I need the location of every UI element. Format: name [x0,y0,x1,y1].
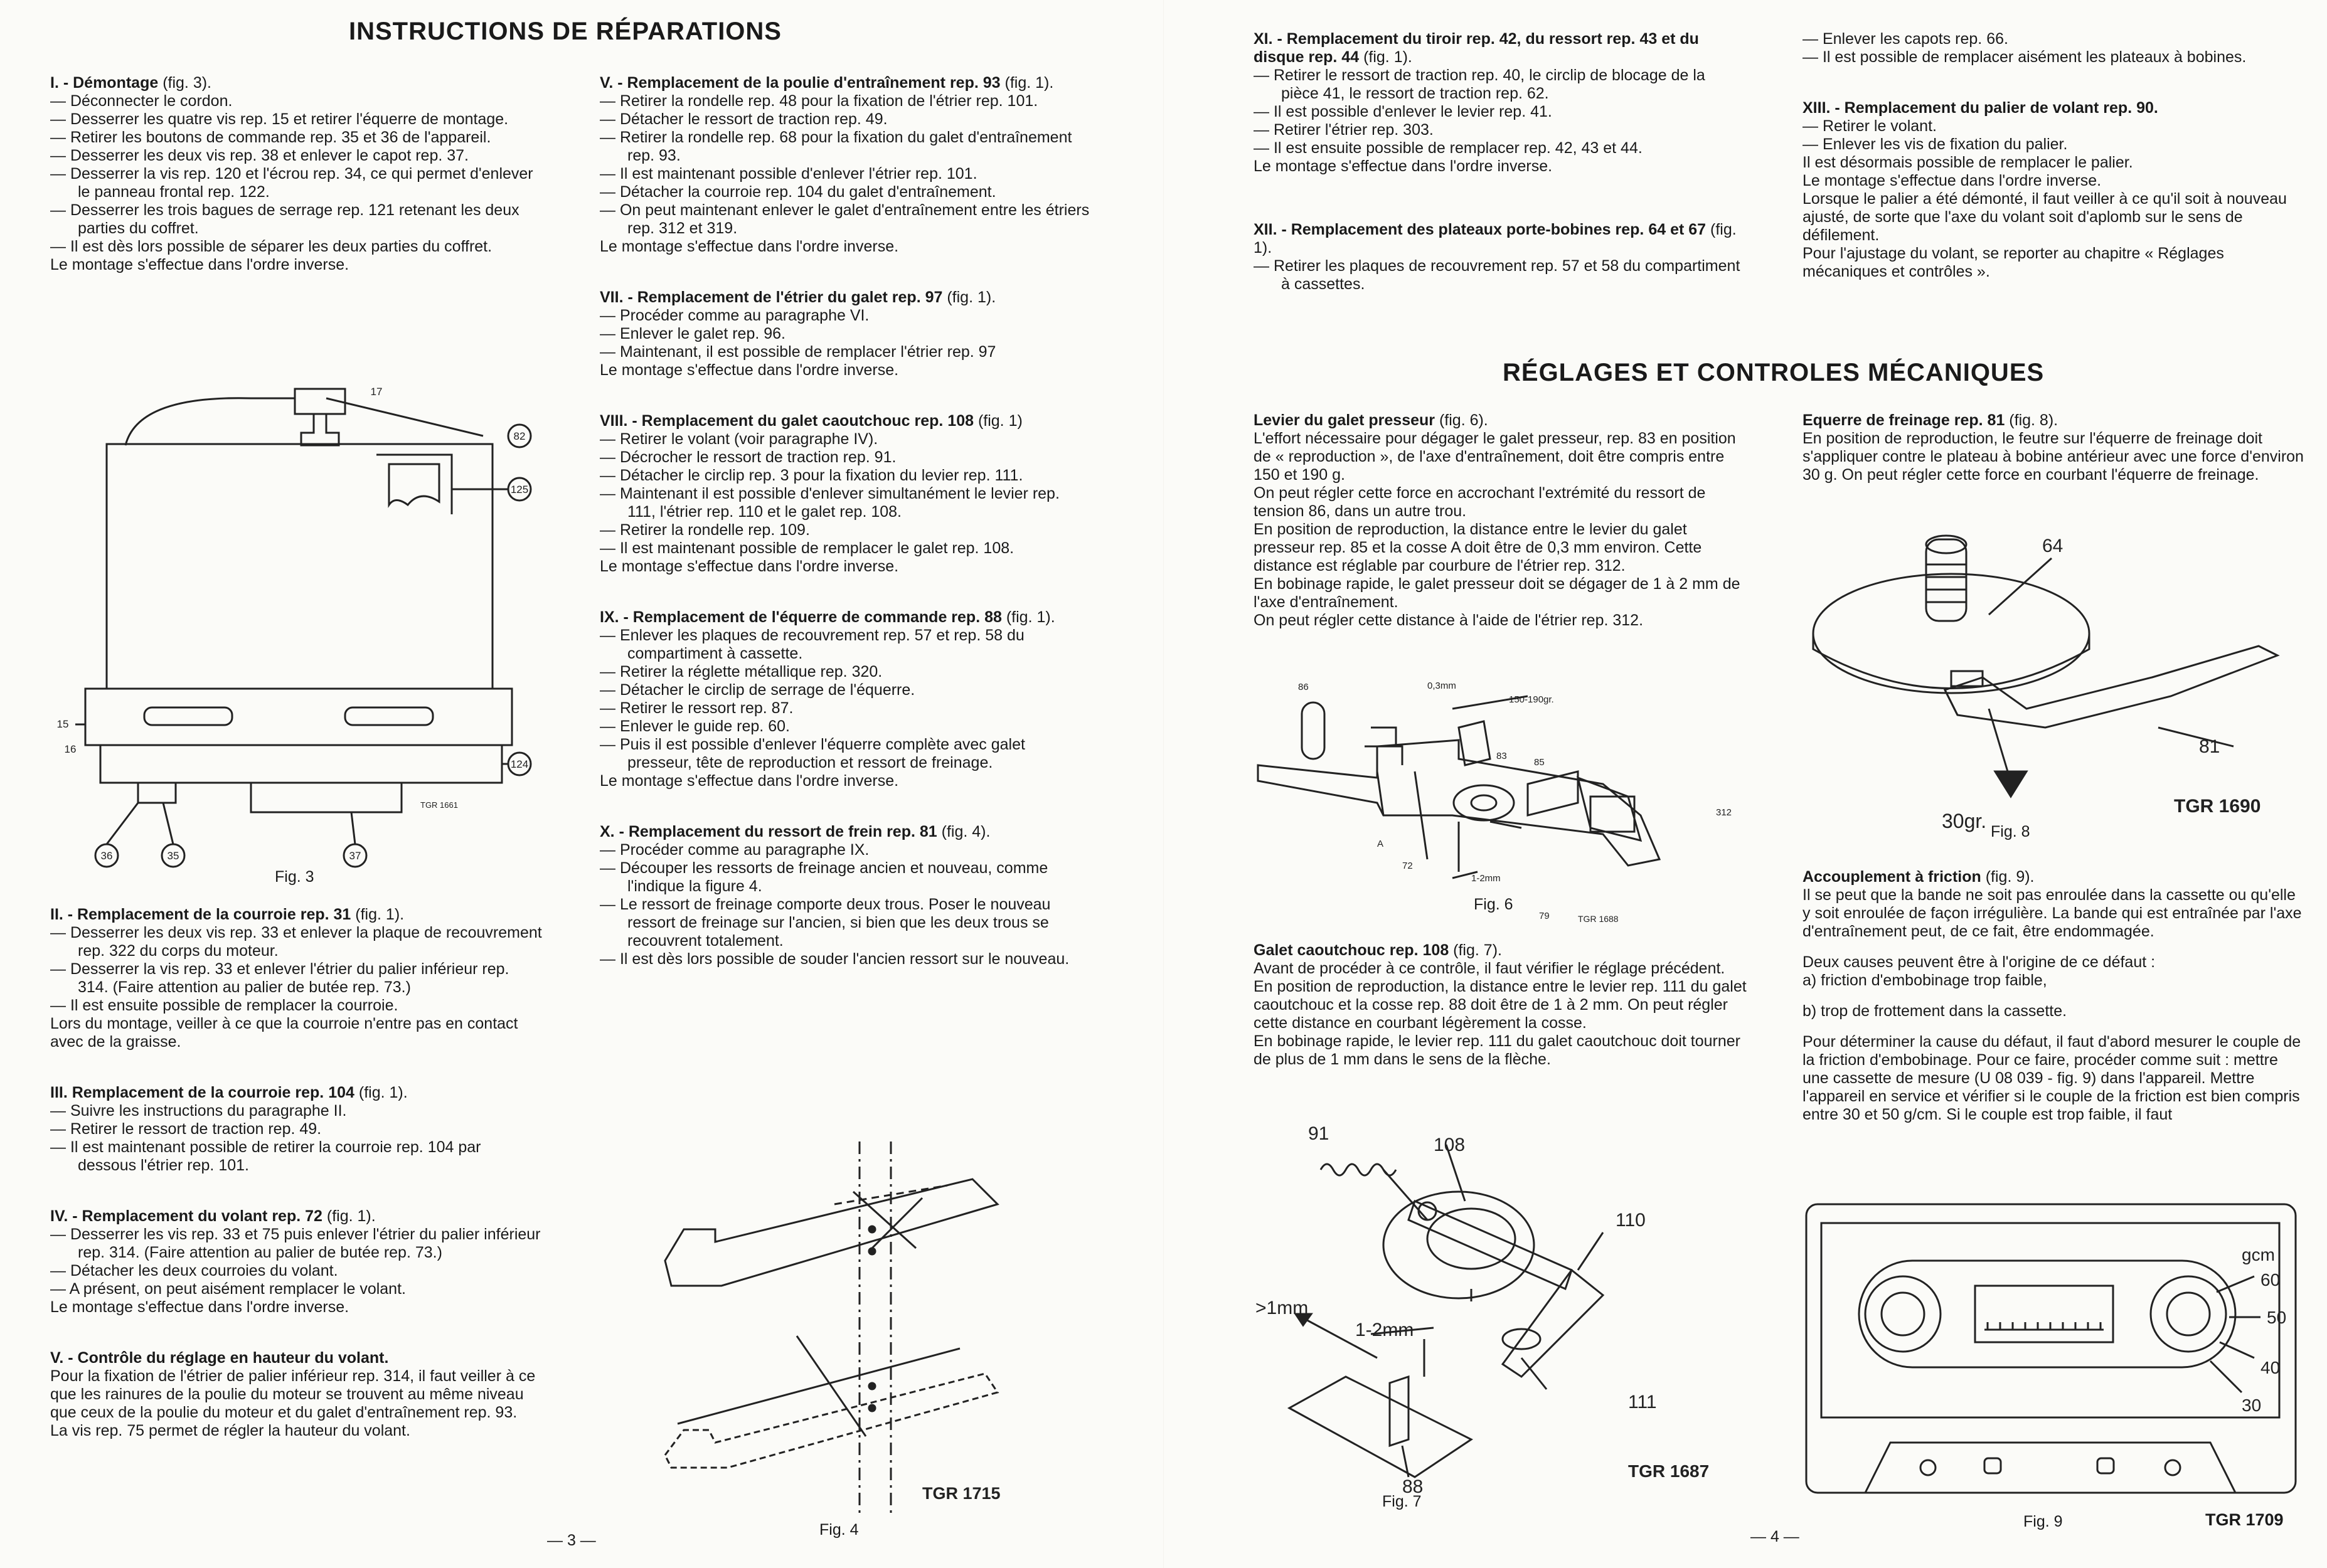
section-heading: X. - Remplacement du ressort de frein rep. 81 [600,823,937,840]
paragraph: Pour déterminer la cause du défaut, il faut d'abord mesurer le couple de la friction d'embobinage. Pour ce faire, procéder comme suit : mettre une cassette de mesure (U 08 039 - fig. 9) dans l'appareil. Mettre l'appareil en service et vérifier si le couple de la friction est bien compris entre 30 et 50 g/cm. Si le couple est trop faible, il faut [1802,1033,2301,1123]
callout-label: 36 [100,850,113,862]
list-item: — Retirer le volant (voir paragraphe IV). [600,430,878,448]
list-item: — Retirer les plaques de recouvrement rep. 57 et 58 du compartiment à cassettes. [1254,257,1740,293]
paragraph: Il est désormais possible de remplacer le palier. [1802,154,2133,171]
list-item: — Il est maintenant possible d'enlever l'étrier rep. 101. [600,165,977,183]
closing-line: Le montage s'effectue dans l'ordre inverse. [600,361,899,379]
callout-label: 111 [1628,1392,1657,1412]
list-item: — Retirer le ressort rep. 87. [600,699,794,717]
page-number-right: — 4 — [1750,1528,1799,1545]
callout-label: 1-2mm [1355,1320,1414,1340]
page-number-left: — 3 — [547,1532,596,1549]
paragraph: Lorsque le palier a été démonté, il faut veiller à ce qu'il soit à nouveau ajusté, de sorte que l'axe du volant soit d'aplomb sur le sens de défilement. [1802,190,2287,244]
section-volant-72: IV. - Remplacement du volant rep. 72 (fig. 1). — Desserrer les vis rep. 33 et 75 puis enlever l'étrier du palier inférieur rep. 314. (Faire attention au palier de butée rep. 73.) — Détacher les deux courroies du volant. — A présent, on peut aisément remplacer le volant. Le montage s'effectue dans l'ordre inverse. [50,1207,543,1316]
list-item: — Il est possible d'enlever le levier rep. 41. [1254,103,1552,120]
list-item: — Le ressort de freinage comporte deux trous. Poser le nouveau ressort de freinage sur l'ancien, si bien que les deux trous se recouvrent totalement. [600,896,1051,950]
paragraph: Pour la fixation de l'étrier de palier inférieur rep. 314, il faut veiller à ce que les rainures de la poulie du moteur se trouvent au même niveau que ceux de la poulie du moteur et du galet d'entraînement rep. 93. [50,1367,536,1421]
section-galet-108: VIII. - Remplacement du galet caoutchouc rep. 108 (fig. 1) — Retirer le volant (voir paragraphe IV). — Décrocher le ressort de traction rep. 91. — Détacher le circlip rep. 3 pour la fixation du levier rep. 111. — Maintenant il est possible d'enlever simultanément le levier rep. 111, l'étrier rep. 110 et le galet rep. 108. — Retirer la rondelle rep. 109. — Il est maintenant possible de remplacer le galet rep. 108. Le montage s'effectue dans l'ordre inverse. [600,412,1092,576]
list-item: — Détacher le ressort de traction rep. 49. [600,110,888,128]
section-equerre-freinage: Equerre de freinage rep. 81 (fig. 8). En position de reproduction, le feutre sur l'équerre de freinage doit s'appliquer contre le plateau à bobine antérieur avec une force d'environ 30 g. On peut régler cette force en courbant l'équerre de freinage. [1802,411,2304,484]
figure-3-drawing [50,370,546,872]
list-item: — Il est possible de remplacer aisément les plateaux à bobines. [1802,48,2247,66]
figure-4-drawing [646,1129,1098,1530]
paragraph: L'effort nécessaire pour dégager le galet presseur, rep. 83 en position de « reproduction », de l'axe d'entraînement, doit être compris entre 150 et 190 g. [1254,430,1736,484]
callout-label: 1-2mm [1471,873,1501,884]
callout-label: A [1377,839,1384,849]
list-item: — Suivre les instructions du paragraphe II. [50,1102,347,1120]
list-item: — Détacher la courroie rep. 104 du galet d'entraînement. [600,183,996,201]
callout-label: 81 [2199,736,2220,757]
callout-label: 110 [1616,1210,1646,1231]
callout-label: 124 [510,758,529,770]
list-item: — Déconnecter le cordon. [50,92,233,110]
section-heading: IV. - Remplacement du volant rep. 72 [50,1207,322,1225]
callout-label: 50 [2267,1308,2287,1327]
paragraph: En bobinage rapide, le levier rep. 111 du galet caoutchouc doit tourner de plus de 1 mm dans le sens de la flèche. [1254,1032,1740,1068]
list-item: — A présent, on peut aisément remplacer le volant. [50,1280,406,1298]
figure-code: TGR 1687 [1628,1461,1710,1481]
callout-label: 30 [2242,1396,2262,1415]
left-column-2 [600,74,1092,968]
list-item: — Desserrer la vis rep. 120 et l'écrou rep. 34, ce qui permet d'enlever le panneau frontal rep. 122. [50,165,533,201]
paragraph: b) trop de frottement dans la cassette. [1802,1002,2067,1020]
list-item: — Desserrer la vis rep. 33 et enlever l'étrier du palier inférieur rep. 314. (Faire attention au palier de butée rep. 73.) [50,960,509,996]
paragraph: Avant de procéder à ce contrôle, il faut vérifier le réglage précédent. [1254,960,1725,977]
list-item: — Il est maintenant possible de retirer la courroie rep. 104 par dessous l'étrier rep. 101. [50,1138,481,1174]
section-heading: XII. - Remplacement des plateaux porte-bobines rep. 64 et 67 [1254,221,1707,238]
callout-label: 37 [349,850,361,862]
section-heading: I. - Démontage [50,74,159,92]
paragraph: On peut régler cette distance à l'aide de l'étrier rep. 312. [1254,612,1644,629]
right-column-1 [1254,30,1744,294]
list-item: — Desserrer les vis rep. 33 et 75 puis enlever l'étrier du palier inférieur rep. 314. (Faire attention au palier de butée rep. 73.) [50,1226,541,1261]
closing-line: La vis rep. 75 permet de régler la hauteur du volant. [50,1422,410,1439]
figure-7 [1252,1126,1754,1515]
section-poulie-93: V. - Remplacement de la poulie d'entraînement rep. 93 (fig. 1). — Retirer la rondelle rep. 48 pour la fixation de l'étrier rep. 101. — Détacher le ressort de traction rep. 49. — Retirer la rondelle rep. 68 pour la fixation du galet d'entraînement rep. 93. — Il est maintenant possible d'enlever l'étrier rep. 101. — Détacher la courroie rep. 104 du galet d'entraînement. — On peut maintenant enlever le galet d'entraînement entre les étriers rep. 312 et 319. Le montage s'effectue dans l'ordre inverse. [600,74,1092,256]
paragraph: En position de reproduction, la distance entre le levier rep. 111 du galet caoutchouc et la cosse rep. 88 doit être de 1 à 2 mm. On peut régler cette distance en courbant légèrement la cosse. [1254,978,1747,1032]
list-item: — Retirer les boutons de commande rep. 35 et 36 de l'appareil. [50,129,491,146]
list-item: — Retirer le ressort de traction rep. 40, le circlip de blocage de la pièce 41, le ressort de traction rep. 62. [1254,66,1705,102]
callout-label: 17 [370,386,383,398]
list-item: — Enlever les vis de fixation du palier. [1802,135,2068,153]
list-item: — Procéder comme au paragraphe VI. [600,307,870,324]
page-title-left: INSTRUCTIONS DE RÉPARATIONS [349,18,782,45]
right-column-2 [1802,30,2304,281]
section-ressort-81: X. - Remplacement du ressort de frein rep. 81 (fig. 4). — Procéder comme au paragraphe IX. — Découper les ressorts de freinage ancien et nouveau, comme l'indique la figure 4. — Le ressort de freinage comporte deux trous. Poser le nouveau ressort de freinage sur l'ancien, si bien que les deux trous se recouvrent totalement. — Il est dès lors possible de souder l'ancien ressort sur le nouveau. [600,823,1092,968]
section-heading: III. Remplacement de la courroie rep. 104 [50,1084,354,1101]
callout-label: 60 [2260,1270,2281,1290]
closing-line: Le montage s'effectue dans l'ordre inverse. [600,238,899,255]
paragraph: En bobinage rapide, le galet presseur doit se dégager de 1 à 2 mm de l'axe d'entraînement. [1254,575,1740,611]
list-item: — Enlever le galet rep. 96. [600,325,785,342]
section-heading: V. - Contrôle du réglage en hauteur du volant. [50,1349,389,1367]
callout-label: 35 [167,850,179,862]
figure-4 [646,1129,1098,1530]
list-item: — Il est maintenant possible de remplacer le galet rep. 108. [600,539,1014,557]
list-item: — Il est ensuite possible de remplacer la courroie. [50,997,398,1014]
closing-line: Le montage s'effectue dans l'ordre inverse. [1254,157,1553,175]
section-courroie-31: II. - Remplacement de la courroie rep. 31 (fig. 1). — Desserrer les deux vis rep. 33 et enlever la plaque de recouvrement rep. 322 du corps du moteur. — Desserrer la vis rep. 33 et enlever l'étrier du palier inférieur rep. 314. (Faire attention au palier de butée rep. 73.) — Il est ensuite possible de remplacer la courroie. Lors du montage, veiller à ce que la courroie n'entre pas en contact avec de la graisse. [50,906,543,1051]
callout-label: 91 [1308,1126,1329,1144]
figure-9-caption: Fig. 9 [2023,1513,2063,1530]
section-heading: V. - Remplacement de la poulie d'entraînement rep. 93 [600,74,1001,92]
section-galet-caoutchouc: Galet caoutchouc rep. 108 (fig. 7). Avant de procéder à ce contrôle, il faut vérifier le réglage précédent. En position de reproduction, la distance entre le levier rep. 111 du galet caoutchouc et la cosse rep. 88 doit être de 1 à 2 mm. On peut régler cette distance en courbant légèrement la cosse. En bobinage rapide, le levier rep. 111 du galet caoutchouc doit tourner de plus de 1 mm dans le sens de la flèche. [1254,941,1749,1069]
callout-label: 150-190gr. [1509,694,1554,705]
right-page [1164,0,2327,1568]
callout-label: 40 [2260,1358,2281,1377]
section-heading: Accouplement à friction [1802,868,1981,886]
figure-code: TGR 1715 [922,1484,1001,1503]
closing-line: Le montage s'effectue dans l'ordre inverse. [600,558,899,575]
list-item: — Retirer le volant. [1802,117,1937,135]
paragraph: a) friction d'embobinage trop faible, [1802,972,2047,989]
section-heading: Galet caoutchouc rep. 108 [1254,941,1449,959]
paragraph: On peut régler cette force en accrochant l'extrémité du ressort de tension 86, dans un autre trou. [1254,484,1706,520]
section-plateaux-64: XII. - Remplacement des plateaux porte-bobines rep. 64 et 67 (fig. 1). — Retirer les plaques de recouvrement rep. 57 et 58 du compartiment à cassettes. [1254,221,1744,294]
figure-8 [1801,527,2303,847]
list-item: — Il est dès lors possible de souder l'ancien ressort sur le nouveau. [600,950,1070,968]
figure-3 [50,370,546,872]
figure-9 [1802,1192,2304,1505]
list-item: — Enlever les capots rep. 66. [1802,30,2008,48]
list-item: — Détacher le circlip rep. 3 pour la fixation du levier rep. 111. [600,467,1023,484]
callout-label: 64 [2042,536,2063,556]
list-item: — Retirer la rondelle rep. 68 pour la fixation du galet d'entraînement rep. 93. [600,129,1072,164]
callout-label: 125 [510,484,529,495]
list-item: — Détacher le circlip de serrage de l'équerre. [600,681,915,699]
list-item: — Retirer la rondelle rep. 109. [600,521,810,539]
list-item: — Retirer l'étrier rep. 303. [1254,121,1434,139]
closing-line: Le montage s'effectue dans l'ordre inverse. [600,772,899,790]
callout-label: 83 [1496,751,1507,761]
paragraph: En position de reproduction, la distance entre le levier du galet presseur rep. 85 et la cosse A doit être de 0,3 mm environ. Cette distance est réglable par courbure de l'étrier rep. 312. [1254,521,1702,575]
figure-9-drawing [1802,1192,2304,1505]
section-heading: VIII. - Remplacement du galet caoutchouc rep. 108 [600,412,974,430]
callout-label: 82 [513,430,526,442]
list-item: — Retirer le ressort de traction rep. 49. [50,1120,322,1138]
callout-label: 312 [1716,807,1732,818]
left-page [0,0,1163,1568]
page-title-right: RÉGLAGES ET CONTROLES MÉCANIQUES [1503,359,2045,386]
section-equerre-88: IX. - Remplacement de l'équerre de commande rep. 88 (fig. 1). — Enlever les plaques de recouvrement rep. 57 et rep. 58 du compartiment à cassette. — Retirer la réglette métallique rep. 320. — Détacher le circlip de serrage de l'équerre. — Retirer le ressort rep. 87. — Enlever le guide rep. 60. — Puis il est possible d'enlever l'équerre complète avec galet presseur, tête de reproduction et ressort de freinage. Le montage s'effectue dans l'ordre inverse. [600,608,1092,790]
callout-label: 72 [1402,861,1413,871]
closing-line: Lors du montage, veiller à ce que la courroie n'entre pas en contact avec de la graisse. [50,1015,518,1051]
callout-label: 0,3mm [1427,681,1456,691]
section-heading: VII. - Remplacement de l'étrier du galet rep. 97 [600,289,943,306]
list-item: — Enlever les plaques de recouvrement rep. 57 et rep. 58 du compartiment à cassette. [600,627,1025,662]
paragraph: Le montage s'effectue dans l'ordre inverse. [1802,172,2102,189]
figure-7-caption: Fig. 7 [1382,1493,1422,1510]
left-column-1 [50,74,543,274]
section-heading: IX. - Remplacement de l'équerre de commande rep. 88 [600,608,1002,626]
figure-code: TGR 1690 [2174,796,2261,817]
list-item: — Retirer la réglette métallique rep. 320. [600,663,883,681]
callout-label: gcm [2242,1245,2275,1264]
paragraph: Pour l'ajustage du volant, se reporter au chapitre « Réglages mécaniques et contrôles ». [1802,245,2224,280]
section-tiroir-42: XI. - Remplacement du tiroir rep. 42, du ressort rep. 43 et du disque rep. 44 (fig. 1). — Retirer le ressort de traction rep. 40, le circlip de blocage de la pièce 41, le ressort de traction rep. 62. — Il est possible d'enlever le levier rep. 41. — Retirer l'étrier rep. 303. — Il est ensuite possible de remplacer rep. 42, 43 et 44. Le montage s'effectue dans l'ordre inverse. [1254,30,1744,176]
callout-label: 79 [1539,911,1550,921]
list-item: — Découper les ressorts de freinage ancien et nouveau, comme l'indique la figure 4. [600,859,1048,895]
list-item: — Décrocher le ressort de traction rep. 91. [600,448,897,466]
list-item: — On peut maintenant enlever le galet d'entraînement entre les étriers rep. 312 et 319. [600,201,1090,237]
list-item: — Il est dès lors possible de séparer les deux parties du coffret. [50,238,493,255]
callout-label: 88 [1402,1476,1424,1497]
section-heading: Levier du galet presseur [1254,411,1435,429]
list-item: — Desserrer les trois bagues de serrage rep. 121 retenant les deux parties du coffret. [50,201,519,237]
callout-label: >1mm [1255,1298,1309,1318]
figure-code: TGR 1661 [420,800,458,810]
list-item: — Retirer la rondelle rep. 48 pour la fixation de l'étrier rep. 101. [600,92,1038,110]
section-heading: Equerre de freinage rep. 81 [1802,411,2005,429]
figure-8-caption: Fig. 8 [1991,823,2030,840]
list-item: — Desserrer les deux vis rep. 33 et enlever la plaque de recouvrement rep. 322 du corps du moteur. [50,924,542,960]
figure-6-drawing [1252,671,1747,935]
section-accouplement: Accouplement à friction (fig. 9). Il se peut que la bande ne soit pas enroulée dans la cassette ou qu'elle y soit enroulée de façon irrégulière. La bande qui est entraînée par l'axe d'entraînement peut, de ce fait, être endommagée. Deux causes peuvent être à l'origine de ce défaut : a) friction d'embobinage trop faible, b) trop de frottement dans la cassette. Pour déterminer la cause du défaut, il faut d'abord mesurer le couple de la friction d'embobinage. Pour ce faire, procéder comme suit : mettre une cassette de mesure (U 08 039 - fig. 9) dans l'appareil. Mettre l'appareil en service et vérifier si le couple de la friction est bien compris entre 30 et 50 g/cm. Si le couple est trop faible, il faut [1802,868,2304,1124]
list-item: — Détacher les deux courroies du volant. [50,1262,338,1279]
list-item: — Desserrer les quatre vis rep. 15 et retirer l'équerre de montage. [50,110,509,128]
section-levier: Levier du galet presseur (fig. 6). L'effort nécessaire pour dégager le galet presseur, rep. 83 en position de « reproduction », de l'axe d'entraînement, doit être compris entre 150 et 190 g. On peut régler cette force en accrochant l'extrémité du ressort de tension 86, dans un autre trou. En position de reproduction, la distance entre le levier du galet presseur rep. 85 et la cosse A doit être de 0,3 mm environ. Cette distance est réglable par courbure de l'étrier rep. 312. En bobinage rapide, le galet presseur doit se dégager de 1 à 2 mm de l'axe d'entraînement. On peut régler cette distance à l'aide de l'étrier rep. 312. [1254,411,1749,630]
list-item: — Maintenant il est possible d'enlever simultanément le levier rep. 111, l'étrier rep. 110 et le galet rep. 108. [600,485,1060,521]
section-demontage: I. - Démontage (fig. 3). — Déconnecter le cordon. — Desserrer les quatre vis rep. 15 et retirer l'équerre de montage. — Retirer les boutons de commande rep. 35 et 36 de l'appareil. — Desserrer les deux vis rep. 38 et enlever le capot rep. 37. — Desserrer la vis rep. 120 et l'écrou rep. 34, ce qui permet d'enlever le panneau frontal rep. 122. — Desserrer les trois bagues de serrage rep. 121 retenant les deux parties du coffret. — Il est dès lors possible de séparer les deux parties du coffret. Le montage s'effectue dans l'ordre inverse. [50,74,543,274]
list-item: — Enlever le guide rep. 60. [600,718,790,735]
figure-8-drawing [1801,527,2303,847]
list-item: — Desserrer les deux vis rep. 38 et enlever le capot rep. 37. [50,147,469,164]
list-item: — Maintenant, il est possible de remplacer l'étrier rep. 97 [600,343,996,361]
left-column-1-lower [50,906,543,1440]
section-controle-hauteur [50,1349,543,1440]
callout-label: 108 [1434,1135,1466,1155]
paragraph: En position de reproduction, le feutre sur l'équerre de freinage doit s'appliquer contre le plateau à bobine antérieur avec une force d'environ 30 g. On peut régler cette force en courbant l'équerre de freinage. [1802,430,2304,484]
section-palier-90 [1802,99,2304,281]
figure-6 [1252,671,1747,935]
figure-6-caption: Fig. 6 [1474,896,1513,913]
callout-label: 30gr. [1942,810,1987,832]
callout-label: 86 [1298,682,1309,692]
closing-line: Le montage s'effectue dans l'ordre inverse. [50,1298,349,1316]
figure-3-caption: Fig. 3 [275,868,314,886]
section-heading: XI. - Remplacement du tiroir rep. 42, du ressort rep. 43 et du disque rep. 44 [1254,30,1699,66]
figure-7-drawing [1252,1126,1754,1515]
section-heading: II. - Remplacement de la courroie rep. 31 [50,906,351,923]
list-item: — Il est ensuite possible de remplacer rep. 42, 43 et 44. [1254,139,1643,157]
list-item: — Puis il est possible d'enlever l'équerre complète avec galet presseur, tête de reproduction et ressort de freinage. [600,736,1025,771]
paragraph: Il se peut que la bande ne soit pas enroulée dans la cassette ou qu'elle y soit enroulée de façon irrégulière. La bande qui est entraînée par l'axe d'entraînement peut, de ce fait, être endommagée. [1802,886,2302,940]
figure-4-caption: Fig. 4 [819,1521,859,1539]
list-item: — Procéder comme au paragraphe IX. [600,841,870,859]
section-etrier-97: VII. - Remplacement de l'étrier du galet rep. 97 (fig. 1). — Procéder comme au paragraphe VI. — Enlever le galet rep. 96. — Maintenant, il est possible de remplacer l'étrier rep. 97 Le montage s'effectue dans l'ordre inverse. [600,289,1092,379]
section-plateaux-64-cont [1802,30,2304,66]
callout-label: 15 [56,718,69,730]
figure-code: TGR 1688 [1578,914,1619,924]
closing-line: Le montage s'effectue dans l'ordre inverse. [50,256,349,273]
section-courroie-104: III. Remplacement de la courroie rep. 104 (fig. 1). — Suivre les instructions du paragraphe II. — Retirer le ressort de traction rep. 49. — Il est maintenant possible de retirer la courroie rep. 104 par dessous l'étrier rep. 101. [50,1084,543,1175]
figure-code: TGR 1709 [2205,1510,2284,1529]
callout-label: 85 [1534,757,1545,768]
paragraph: Deux causes peuvent être à l'origine de ce défaut : [1802,953,2156,971]
callout-label: 16 [64,743,77,755]
section-heading: XIII. - Remplacement du palier de volant rep. 90. [1802,99,2158,117]
